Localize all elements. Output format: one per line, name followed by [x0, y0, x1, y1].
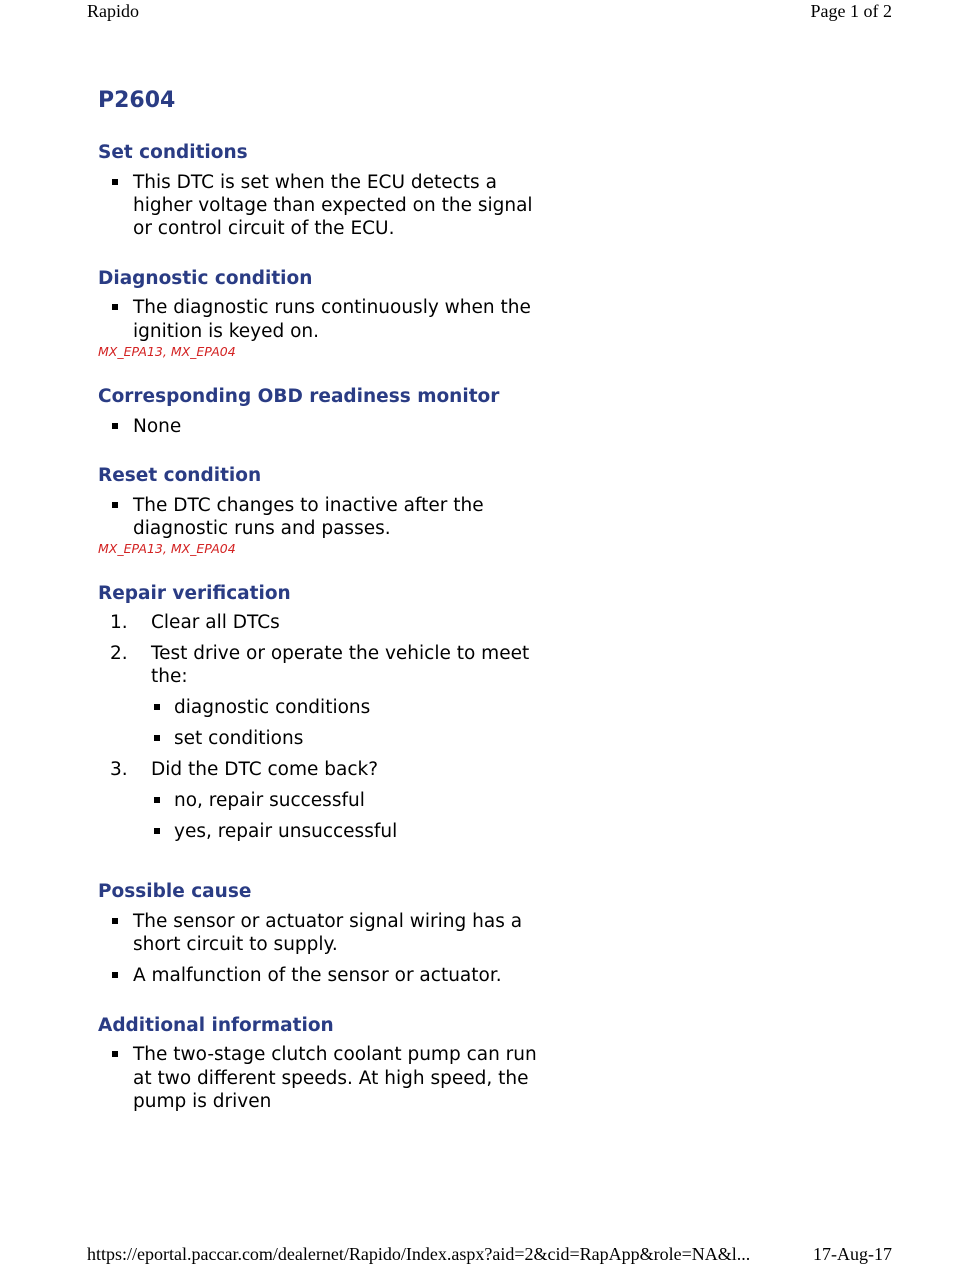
repair-verification-section	[98, 581, 538, 843]
list-item: The DTC changes to inactive after the diagnostic runs and passes.	[98, 494, 538, 541]
obd-monitor-section	[98, 384, 538, 438]
section-heading: Diagnostic condition	[98, 267, 313, 289]
diagnostic-condition-section	[98, 266, 538, 359]
list-item: The sensor or actuator signal wiring has a short circuit to supply.	[98, 910, 538, 957]
step-item	[98, 758, 538, 843]
header-page-number: Page 1 of 2	[810, 1, 892, 21]
sub-list-item: no, repair successful	[151, 789, 538, 812]
section-heading: Repair verification	[98, 583, 291, 605]
step-text: Clear all DTCs	[151, 611, 280, 633]
footer-url: https://eportal.paccar.com/dealernet/Rapido/Index.aspx?aid=2&cid=RapApp&role=NA&l...	[87, 1244, 751, 1264]
list-item: A malfunction of the sensor or actuator.	[98, 964, 538, 987]
applicability-reference: MX_EPA13, MX_EPA04	[98, 541, 236, 557]
list-item: This DTC is set when the ECU detects a higher voltage than expected on the signal or control circuit of the ECU.	[98, 171, 538, 241]
section-heading: Possible cause	[98, 881, 252, 903]
footer-date: 17-Aug-17	[813, 1244, 892, 1264]
list-item: The two-stage clutch coolant pump can run at two different speeds. At high speed, the pump is driven	[98, 1043, 538, 1113]
step-item	[98, 642, 538, 751]
possible-cause-section	[98, 879, 538, 987]
header-app-name: Rapido	[87, 1, 139, 21]
list-item: The diagnostic runs continuously when the ignition is keyed on.	[98, 296, 538, 343]
additional-information-section	[98, 1013, 538, 1114]
document-body	[98, 86, 538, 1113]
step-item	[98, 611, 538, 634]
section-heading: Corresponding OBD readiness monitor	[98, 385, 500, 407]
page-title: P2604	[98, 88, 176, 113]
reset-condition-section	[98, 463, 538, 556]
step-number: 2.	[110, 642, 128, 664]
step-text: Did the DTC come back?	[151, 759, 379, 781]
sub-list-item: yes, repair unsuccessful	[151, 820, 538, 843]
applicability-reference: MX_EPA13, MX_EPA04	[98, 343, 236, 359]
section-heading: Additional information	[98, 1014, 334, 1036]
step-number: 3.	[110, 759, 128, 781]
section-heading: Reset condition	[98, 464, 262, 486]
step-text: Test drive or operate the vehicle to meet the:	[151, 642, 530, 688]
step-number: 1.	[110, 611, 128, 633]
set-conditions-section	[98, 140, 538, 241]
sub-list-item: set conditions	[151, 727, 538, 750]
section-heading: Set conditions	[98, 142, 248, 163]
sub-list-item: diagnostic conditions	[151, 696, 538, 719]
list-item: None	[98, 415, 538, 438]
